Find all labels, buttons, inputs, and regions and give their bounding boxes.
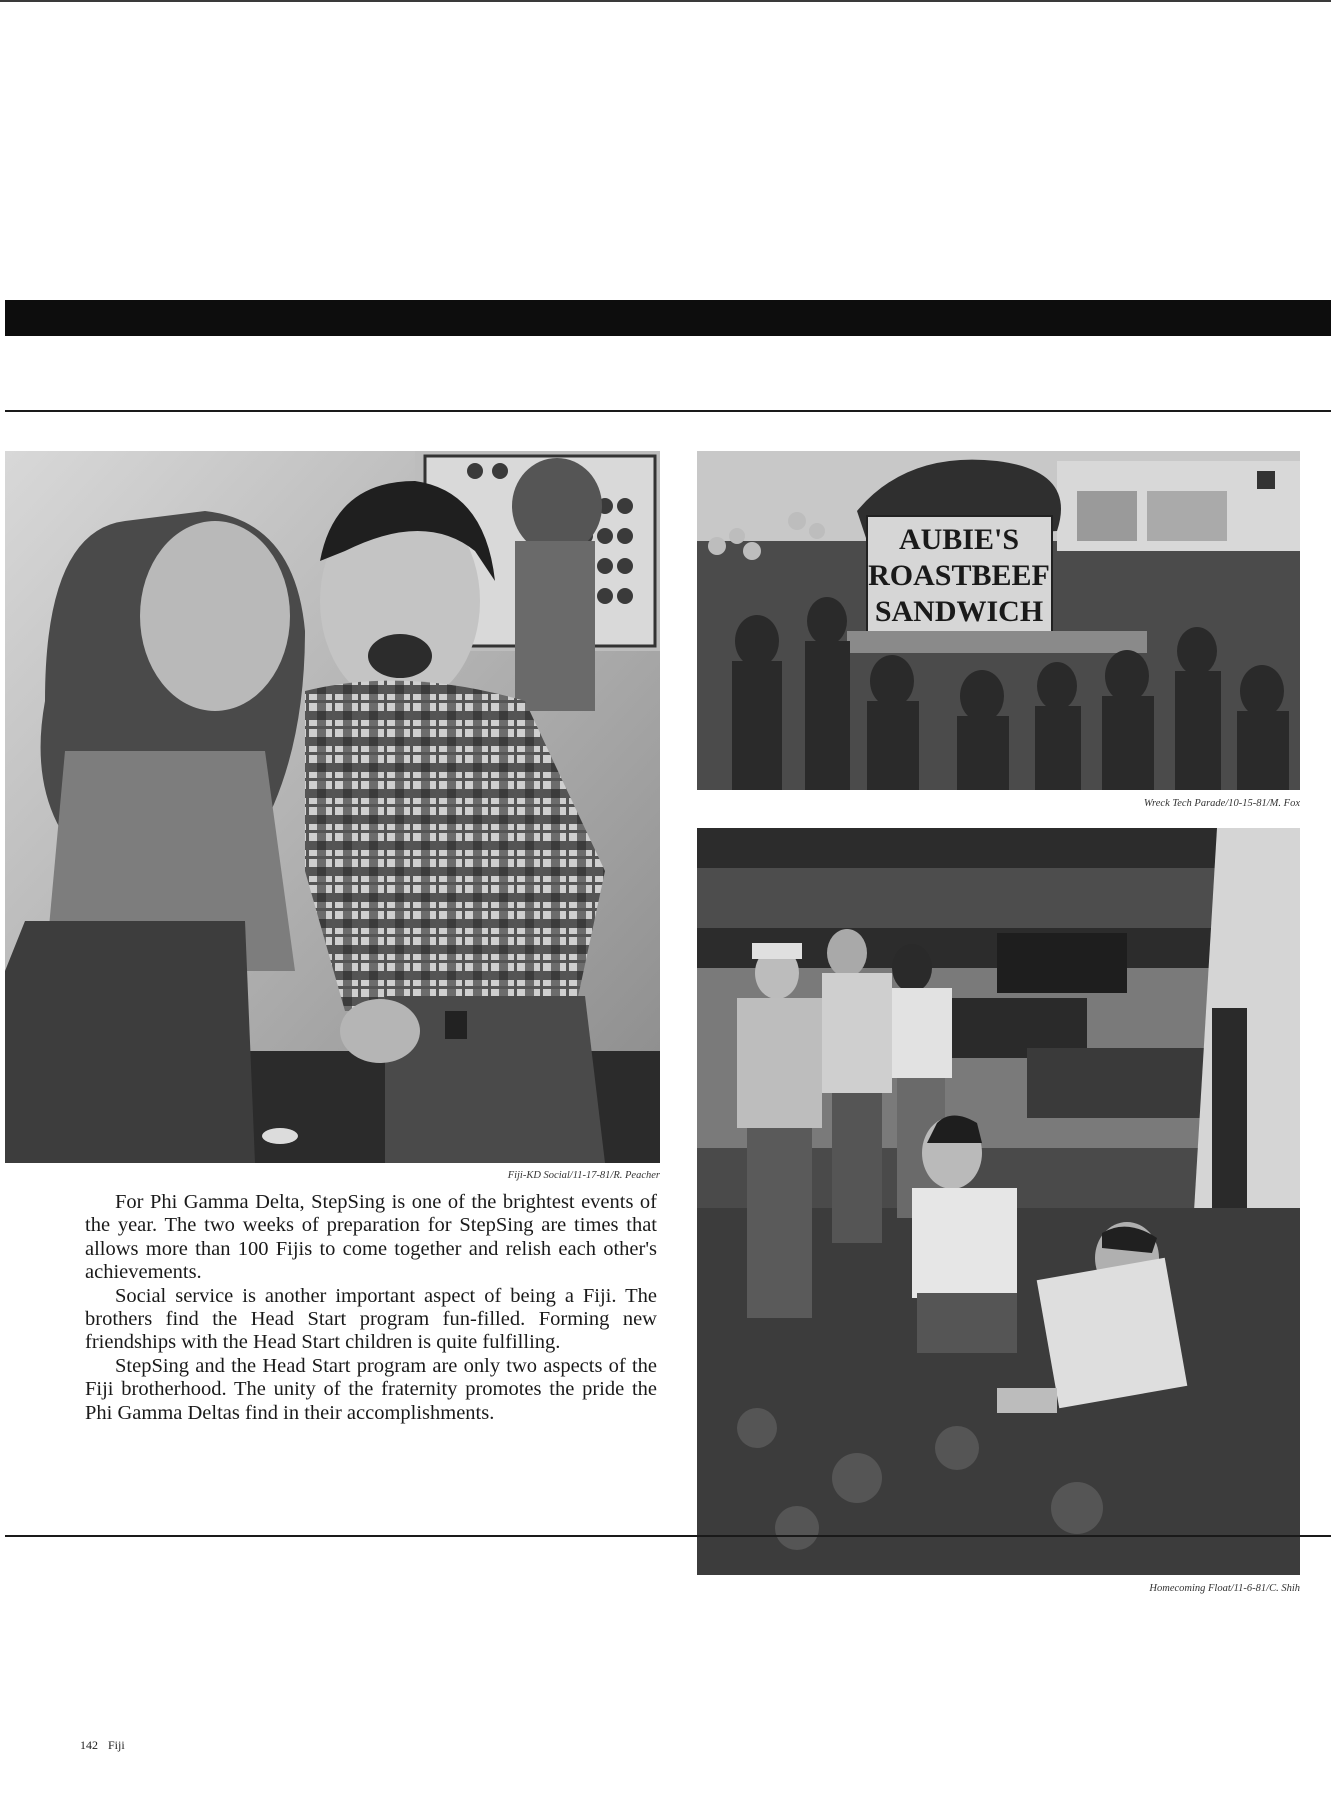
photo-fiji-kd-social	[5, 451, 660, 1163]
parade-sign-line-3: SANDWICH	[874, 595, 1044, 628]
page-number: 142	[80, 1738, 98, 1752]
photo-float-illustration	[697, 828, 1300, 1575]
top-hairline	[0, 0, 1331, 2]
caption-homecoming-float: Homecoming Float/11-6-81/C. Shih	[1149, 1583, 1300, 1594]
article-body	[85, 1191, 657, 1425]
article-paragraph-2: Social service is another important aspect of being a Fiji. The brothers find the Head Start program fun-filled. Forming new friendships with the Head Start children is quite fulfilling.	[85, 1284, 657, 1354]
top-rule	[5, 410, 1331, 412]
article-paragraph-3: StepSing and the Head Start program are only two aspects of the Fiji brotherhood. The unity of the fraternity promotes the pride the Phi Gamma Deltas find in their accomplishments.	[85, 1354, 657, 1424]
photo-wreck-tech-parade	[697, 451, 1300, 790]
header-black-band	[5, 300, 1331, 336]
photo-homecoming-float	[697, 828, 1300, 1575]
article-paragraph-1: For Phi Gamma Delta, StepSing is one of the brightest events of the year. The two weeks of preparation for StepSing are times that allows more than 100 Fijis to come together and relish each other's achievements.	[85, 1191, 657, 1284]
caption-wreck-tech-parade: Wreck Tech Parade/10-15-81/M. Fox	[1143, 798, 1300, 809]
parade-sign-line-1: AUBIE'S	[898, 523, 1020, 556]
photo-social-illustration	[5, 451, 660, 1163]
caption-fiji-kd-social: Fiji-KD Social/11-17-81/R. Peacher	[507, 1170, 660, 1181]
section-name: Fiji	[108, 1738, 125, 1752]
photo-parade-illustration	[697, 451, 1300, 790]
bottom-rule	[5, 1535, 1331, 1537]
parade-sign-line-2: ROASTBEEF	[868, 559, 1050, 592]
page-folio	[80, 1738, 132, 1753]
